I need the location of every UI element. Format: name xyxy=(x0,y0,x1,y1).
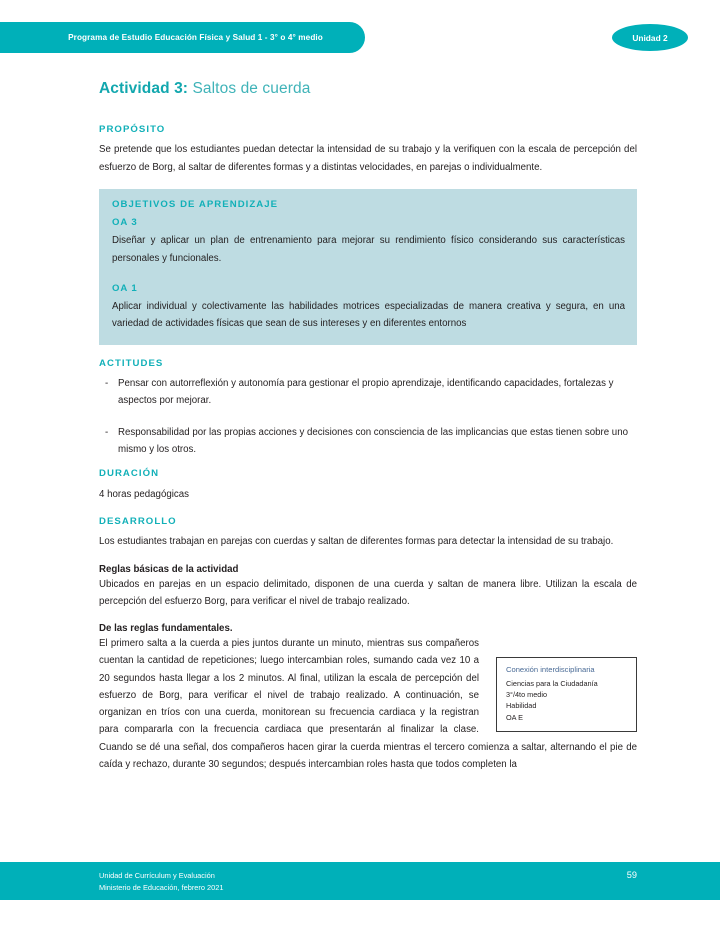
duracion-text: 4 horas pedagógicas xyxy=(99,488,189,500)
reglas-basicas-subheading: Reglas básicas de la actividad xyxy=(99,563,239,575)
footer-publisher xyxy=(99,870,223,894)
objetivo-text-oa3: Diseñar y aplicar un plan de entrenamiento para mejorar su rendimiento físico considerando sus características personales y funcionales. xyxy=(112,235,625,264)
page-number: 59 xyxy=(626,870,637,880)
objetivos-box xyxy=(99,189,637,345)
header-band xyxy=(0,22,365,53)
page-title xyxy=(99,80,637,98)
conexion-subject: Ciencias para la Ciudadanía xyxy=(506,679,598,689)
actitud-text: Responsabilidad por las propias acciones y decisiones con consciencia de las implicancias que estas tienen sobre uno mismo y los otros. xyxy=(118,426,628,455)
page-content xyxy=(99,80,637,773)
objetivos-heading: OBJETIVOS DE APRENDIZAJE xyxy=(112,199,279,210)
objetivo-text-oa1: Aplicar individual y colectivamente las habilidades motrices especializadas de manera creativa y segura, en una variedad de actividades físicas que sean de sus intereses y en diferentes entornos xyxy=(112,301,625,330)
objetivo-code-oa1: OA 1 xyxy=(112,283,138,294)
objetivo-code-oa3: OA 3 xyxy=(112,217,138,229)
footer-band xyxy=(0,862,720,900)
bullet-dash-icon: - xyxy=(105,378,109,389)
desarrollo-intro-text: Los estudiantes trabajan en parejas con cuerdas y saltan de diferentes formas para detectar la intensidad de su trabajo. xyxy=(99,536,614,548)
conexion-skill: Habilidad xyxy=(506,701,537,711)
actitudes-list xyxy=(99,375,637,458)
proposito-heading: PROPÓSITO xyxy=(99,124,166,135)
conexion-interdisciplinaria-box xyxy=(496,657,637,732)
conexion-level: 3°/4to medio xyxy=(506,690,548,700)
duracion-heading: DURACIÓN xyxy=(99,468,160,480)
actitudes-heading: ACTITUDES xyxy=(99,357,164,369)
activity-number-label: Actividad 3: xyxy=(99,80,189,97)
desarrollo-heading: DESARROLLO xyxy=(99,515,177,527)
footer-line-1: Unidad de Currículum y Evaluación xyxy=(99,871,215,880)
activity-name-label: Saltos de cuerda xyxy=(192,80,311,97)
actitud-text: Pensar con autorreflexión y autonomía para gestionar el propio aprendizaje, identificando capacidades, fortalezas y aspectos por mejorar. xyxy=(118,378,614,407)
desarrollo-flow-region xyxy=(99,635,637,773)
unit-badge-label: Unidad 2 xyxy=(632,32,668,43)
list-item xyxy=(99,424,637,459)
reglas-basicas-text: Ubicados en parejas en un espacio delimitado, disponen de una cuerda y saltan de manera libre. Utilizan la escala de percepción del esfuerzo Borg, para verificar el nivel de trabajo realizado. xyxy=(99,578,637,607)
conexion-oa-code: OA E xyxy=(506,712,524,722)
footer-line-2: Ministerio de Educación, febrero 2021 xyxy=(99,882,224,892)
footer-content xyxy=(99,870,637,894)
header-program-title: Programa de Estudio Educación Física y Salud 1 - 3° o 4° medio xyxy=(68,33,323,42)
unit-badge xyxy=(612,24,688,51)
list-item xyxy=(99,375,637,410)
proposito-text: Se pretende que los estudiantes puedan detectar la intensidad de su trabajo y la verifiquen con la escala de percepción del esfuerzo de Borg, al saltar de diferentes formas y a distintas velocidades, en parejas o individualmente. xyxy=(99,144,637,173)
reglas-fundamentales-text: El primero salta a la cuerda a pies juntos durante un minuto, mientras sus compañeros cuentan la cantidad de repeticiones; luego intercambian roles, sumando cada vez 10 a 20 segundos hasta llegar a los 2 minutos. Al final, utilizan la escala de percepción del esfuerzo de Borg, para verificar el nivel de trabajo realizado. A continuación, se organizan en tríos con una cuerda, monitorean su frecuencia cardiaca y la registran para compararla con la frecuencia cardiaca que presentarán al finalizar la clase. Cuando se dé una señal, dos compañeros hacen girar la cuerda mientras el tercero comienza a saltar, alternando el pie de caída y rechazo, durante 30 segundos; después intercambian roles hasta que todos completen la xyxy=(99,638,637,770)
bullet-dash-icon: - xyxy=(105,426,109,438)
reglas-fundamentales-subheading: De las reglas fundamentales. xyxy=(99,623,233,635)
conexion-title: Conexión interdisciplinaria xyxy=(506,665,595,675)
